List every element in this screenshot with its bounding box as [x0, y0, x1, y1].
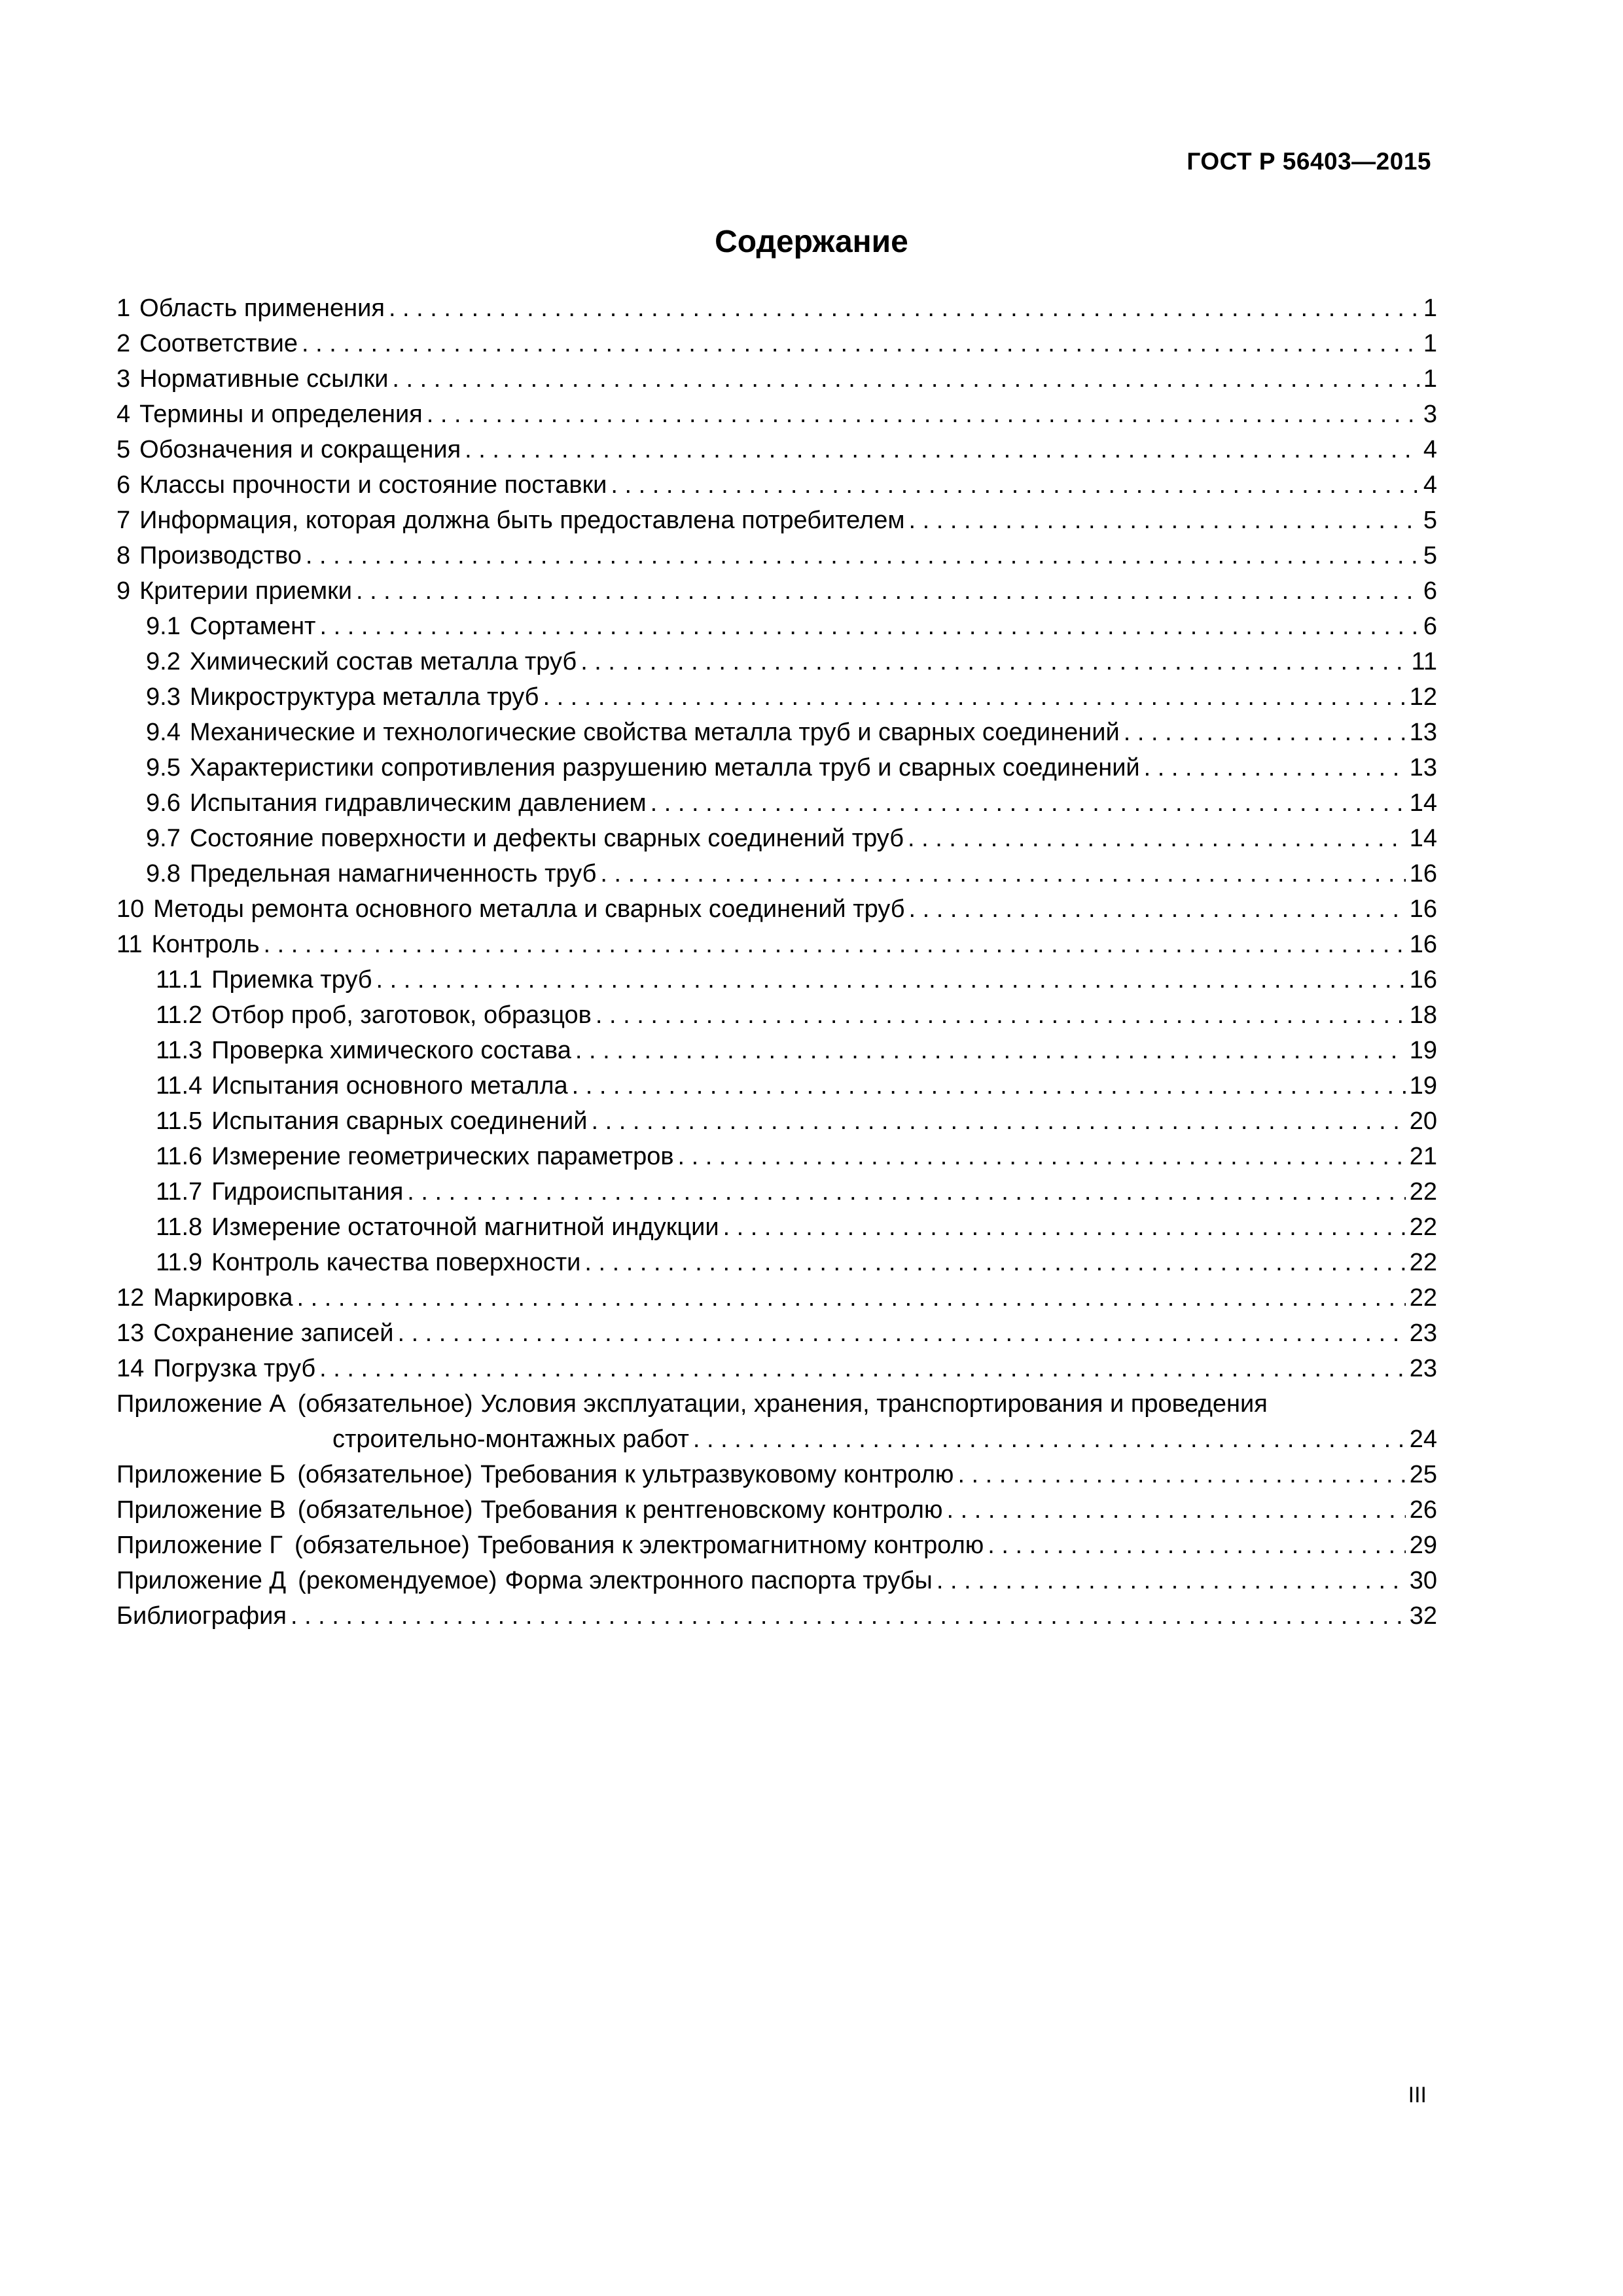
toc-appendix-label: Приложение А [116, 1390, 286, 1418]
toc-entry-title: Соответствие [139, 330, 298, 357]
toc-leader-dots [988, 1528, 1405, 1563]
toc-bibliography-title: Библиография [116, 1602, 287, 1630]
toc-appendix-title: Условия эксплуатации, хранения, транспортирования и проведения [480, 1390, 1268, 1418]
toc-leader-dots [291, 1598, 1406, 1634]
toc-appendix-title: Требования к рентгеновскому контролю [480, 1496, 943, 1524]
toc-entry[interactable] [116, 361, 1437, 397]
toc-entry-title: Классы прочности и состояние поставки [139, 471, 607, 499]
toc-entry-number: 11.3 [156, 1037, 203, 1064]
toc-entry-title: Маркировка [153, 1284, 293, 1312]
toc-appendix-label: Приложение Г [116, 1532, 283, 1559]
toc-entry-page: 16 [1409, 966, 1437, 994]
toc-leader-dots [397, 1316, 1405, 1351]
document-code: ГОСТ Р 56403—2015 [1186, 148, 1431, 175]
toc-entry-title: Проверка химического состава [211, 1037, 571, 1064]
toc-entry-number: 9.1 [146, 613, 181, 640]
toc-entry-number: 14 [116, 1355, 145, 1382]
toc-leader-dots [543, 679, 1405, 715]
toc-entry[interactable] [116, 962, 1437, 997]
toc-entry-title: Производство [139, 542, 302, 569]
toc-entry-title: Приемка труб [211, 966, 372, 994]
toc-entry[interactable] [116, 1033, 1437, 1068]
toc-leader-dots [693, 1422, 1406, 1457]
toc-leader-dots [465, 432, 1419, 467]
toc-entry-title: Критерии приемки [139, 577, 352, 605]
toc-entry[interactable] [116, 326, 1437, 361]
toc-entry-number: 6 [116, 471, 131, 499]
toc-entry-page: 1 [1423, 365, 1437, 393]
toc-leader-dots [306, 538, 1419, 573]
toc-entry-page: 5 [1423, 507, 1437, 534]
toc-entry[interactable] [116, 997, 1437, 1033]
toc-entry[interactable] [116, 1139, 1437, 1174]
toc-entry-page: 14 [1409, 825, 1437, 852]
toc-entry-page: 13 [1409, 754, 1437, 781]
toc-entry[interactable] [116, 1245, 1437, 1280]
toc-leader-dots [376, 962, 1406, 997]
toc-leader-dots [596, 997, 1406, 1033]
toc-appendix[interactable] [116, 1386, 1437, 1457]
toc-entry-title: Микроструктура металла труб [189, 683, 539, 711]
toc-leader-dots [580, 644, 1407, 679]
toc-entry-number: 8 [116, 542, 131, 569]
toc-entry-title: Испытания основного металла [211, 1072, 568, 1100]
toc-entry[interactable] [116, 1351, 1437, 1386]
toc-entry-number: 12 [116, 1284, 145, 1312]
toc-entry[interactable] [116, 1316, 1437, 1351]
toc-entry-number: 4 [116, 401, 131, 428]
toc-entry[interactable] [116, 1068, 1437, 1103]
toc-entry-page: 6 [1423, 577, 1437, 605]
toc-entry-page: 4 [1423, 471, 1437, 499]
toc-entry[interactable] [116, 856, 1437, 891]
toc-appendix-status: (обязательное) [294, 1532, 470, 1559]
toc-entry[interactable] [116, 573, 1437, 609]
toc-entry-page: 22 [1409, 1213, 1437, 1241]
toc-entry-page: 16 [1409, 860, 1437, 888]
toc-appendix[interactable] [116, 1457, 1437, 1492]
toc-leader-dots [936, 1563, 1406, 1598]
toc-appendix-status: (обязательное) [297, 1496, 473, 1524]
toc-appendix-title-cont: строительно-монтажных работ [332, 1426, 689, 1453]
toc-appendix-label: Приложение Б [116, 1461, 286, 1488]
toc-entry-page: 19 [1409, 1037, 1437, 1064]
toc-appendix-page: 30 [1409, 1567, 1437, 1594]
toc-entry-page: 22 [1409, 1178, 1437, 1206]
toc-appendix-label: Приложение Д [116, 1567, 287, 1594]
toc-entry[interactable] [116, 397, 1437, 432]
toc-entry-number: 7 [116, 507, 131, 534]
toc-entry-page: 12 [1409, 683, 1437, 711]
toc-leader-dots [319, 609, 1419, 644]
toc-appendix-line [116, 1386, 1437, 1422]
toc-entry[interactable] [116, 503, 1437, 538]
toc-appendix[interactable] [116, 1563, 1437, 1598]
toc-appendix-title: Требования к электромагнитному контролю [477, 1532, 984, 1559]
toc-appendix[interactable] [116, 1528, 1437, 1563]
toc-entry-number: 9 [116, 577, 131, 605]
toc-entry-number: 11.8 [156, 1213, 203, 1241]
toc-entry-number: 11.4 [156, 1072, 203, 1100]
toc-appendix-status: (обязательное) [297, 1461, 473, 1488]
toc-entry-title: Погрузка труб [153, 1355, 316, 1382]
toc-entry[interactable] [116, 1210, 1437, 1245]
toc-leader-dots [946, 1492, 1405, 1528]
toc-entry-title: Контроль качества поверхности [211, 1249, 581, 1276]
page-number: III [1408, 2083, 1427, 2108]
toc-leader-dots [319, 1351, 1406, 1386]
toc-entry-number: 9.5 [146, 754, 181, 781]
toc-entry[interactable] [116, 679, 1437, 715]
toc-leader-dots [678, 1139, 1406, 1174]
toc-entry-number: 11.6 [156, 1143, 203, 1170]
toc-entry[interactable] [116, 432, 1437, 467]
toc-entry-title: Предельная намагниченность труб [189, 860, 597, 888]
toc-entry-title: Химический состав металла труб [189, 648, 577, 675]
toc-appendix-title: Форма электронного паспорта трубы [505, 1567, 933, 1594]
toc-entry[interactable] [116, 715, 1437, 750]
toc-appendix-page: 26 [1409, 1496, 1437, 1524]
toc-entry-number: 9.2 [146, 648, 181, 675]
toc-entry[interactable] [116, 644, 1437, 679]
toc-entry-page: 1 [1423, 330, 1437, 357]
toc-entry-page: 22 [1409, 1249, 1437, 1276]
toc-entry-page: 6 [1423, 613, 1437, 640]
toc-entry-title: Термины и определения [139, 401, 423, 428]
toc-leader-dots [592, 1103, 1406, 1139]
toc-entry-number: 5 [116, 436, 131, 463]
toc-entry-title: Отбор проб, заготовок, образцов [211, 1001, 592, 1029]
toc-entry-number: 11.5 [156, 1107, 203, 1135]
toc-entry-page: 16 [1409, 931, 1437, 958]
toc-entry-page: 23 [1409, 1319, 1437, 1347]
toc-entry-title: Характеристики сопротивления разрушению металла труб и сварных соединений [189, 754, 1140, 781]
toc-entry-title: Механические и технологические свойства металла труб и сварных соединений [189, 719, 1120, 746]
toc-leader-dots [651, 785, 1406, 821]
toc-entry-number: 11.2 [156, 1001, 203, 1029]
toc-entry-title: Измерение остаточной магнитной индукции [211, 1213, 719, 1241]
toc-entry-number: 9.6 [146, 789, 181, 817]
toc-entry-page: 21 [1409, 1143, 1437, 1170]
toc-entry-number: 9.8 [146, 860, 181, 888]
toc-entry-title: Контроль [151, 931, 260, 958]
toc-entry[interactable] [116, 291, 1437, 326]
toc-leader-dots [356, 573, 1419, 609]
toc-entry-title: Сохранение записей [153, 1319, 394, 1347]
toc-appendix-page: 24 [1409, 1426, 1437, 1453]
toc-entry-title: Нормативные ссылки [139, 365, 389, 393]
toc-entry-number: 10 [116, 895, 145, 923]
toc-leader-dots [908, 821, 1406, 856]
toc-entry-title: Сортамент [189, 613, 316, 640]
toc-entry[interactable] [116, 1280, 1437, 1316]
toc-entry-title: Методы ремонта основного металла и сварных соединений труб [153, 895, 905, 923]
toc-entry-title: Обозначения и сокращения [139, 436, 461, 463]
toc-appendix-title: Требования к ультразвуковому контролю [480, 1461, 954, 1488]
toc-entry-page: 19 [1409, 1072, 1437, 1100]
toc-entry-page: 11 [1411, 648, 1437, 675]
toc-entry[interactable] [116, 785, 1437, 821]
toc-entry-page: 22 [1409, 1284, 1437, 1312]
toc-entry[interactable] [116, 891, 1437, 927]
toc-appendix-status: (рекомендуемое) [298, 1567, 497, 1594]
toc-leader-dots [1124, 715, 1406, 750]
toc-entry-page: 1 [1423, 295, 1437, 322]
toc-entry-title: Измерение геометрических параметров [211, 1143, 674, 1170]
toc-leader-dots [600, 856, 1405, 891]
toc-entry-title: Область применения [139, 295, 385, 322]
toc-entry-number: 11.1 [156, 966, 203, 994]
toc-entry-number: 13 [116, 1319, 145, 1347]
toc-title: Содержание [715, 224, 908, 259]
toc-leader-dots [584, 1245, 1405, 1280]
toc-entry-page: 14 [1409, 789, 1437, 817]
toc-leader-dots [389, 291, 1419, 326]
toc-entry-title: Состояние поверхности и дефекты сварных соединений труб [189, 825, 904, 852]
toc-leader-dots [908, 503, 1419, 538]
toc-appendix-page: 29 [1409, 1532, 1437, 1559]
toc-entry[interactable] [116, 467, 1437, 503]
toc-leader-dots [302, 326, 1419, 361]
toc-entry-number: 9.4 [146, 719, 181, 746]
toc-appendix-line [116, 1422, 1437, 1457]
toc-entry-title: Гидроиспытания [211, 1178, 404, 1206]
toc-leader-dots [611, 467, 1419, 503]
toc-leader-dots [392, 361, 1419, 397]
toc-entry[interactable] [116, 927, 1437, 962]
toc-leader-dots [575, 1033, 1406, 1068]
toc-entry-page: 3 [1423, 401, 1437, 428]
toc-entry-page: 5 [1423, 542, 1437, 569]
toc-entry-number: 3 [116, 365, 131, 393]
toc-appendix-status: (обязательное) [297, 1390, 473, 1418]
toc-entry-page: 23 [1409, 1355, 1437, 1382]
toc-entry-number: 11 [116, 931, 143, 958]
toc-entry-title: Информация, которая должна быть предоставлена потребителем [139, 507, 905, 534]
toc-entry[interactable] [116, 750, 1437, 785]
toc-entry-number: 11.7 [156, 1178, 203, 1206]
toc-leader-dots [723, 1210, 1406, 1245]
toc-entry[interactable] [116, 538, 1437, 573]
toc-entry-number: 1 [116, 295, 131, 322]
toc-bibliography-page: 32 [1409, 1602, 1437, 1630]
toc-entry-page: 16 [1409, 895, 1437, 923]
toc-leader-dots [427, 397, 1419, 432]
toc-entry[interactable] [116, 1103, 1437, 1139]
toc-leader-dots [1144, 750, 1406, 785]
toc-appendix-page: 25 [1409, 1461, 1437, 1488]
toc-entry-page: 20 [1409, 1107, 1437, 1135]
toc-entry[interactable] [116, 609, 1437, 644]
toc-entry-page: 13 [1409, 719, 1437, 746]
toc-leader-dots [909, 891, 1406, 927]
toc-leader-dots [297, 1280, 1406, 1316]
toc-entry[interactable] [116, 1174, 1437, 1210]
toc-appendix-label: Приложение В [116, 1496, 286, 1524]
toc-entry[interactable] [116, 821, 1437, 856]
toc-bibliography[interactable] [116, 1598, 1437, 1634]
toc-entry-title: Испытания сварных соединений [211, 1107, 588, 1135]
toc-appendix[interactable] [116, 1492, 1437, 1528]
toc-entry-page: 18 [1409, 1001, 1437, 1029]
toc-leader-dots [264, 927, 1406, 962]
toc-entry-title: Испытания гидравлическим давлением [189, 789, 647, 817]
toc-leader-dots [572, 1068, 1406, 1103]
table-of-contents [116, 291, 1437, 1634]
toc-entry-number: 9.7 [146, 825, 181, 852]
toc-entry-number: 2 [116, 330, 131, 357]
toc-entry-number: 9.3 [146, 683, 181, 711]
toc-leader-dots [407, 1174, 1405, 1210]
toc-entry-page: 4 [1423, 436, 1437, 463]
toc-leader-dots [957, 1457, 1405, 1492]
toc-entry-number: 11.9 [156, 1249, 203, 1276]
